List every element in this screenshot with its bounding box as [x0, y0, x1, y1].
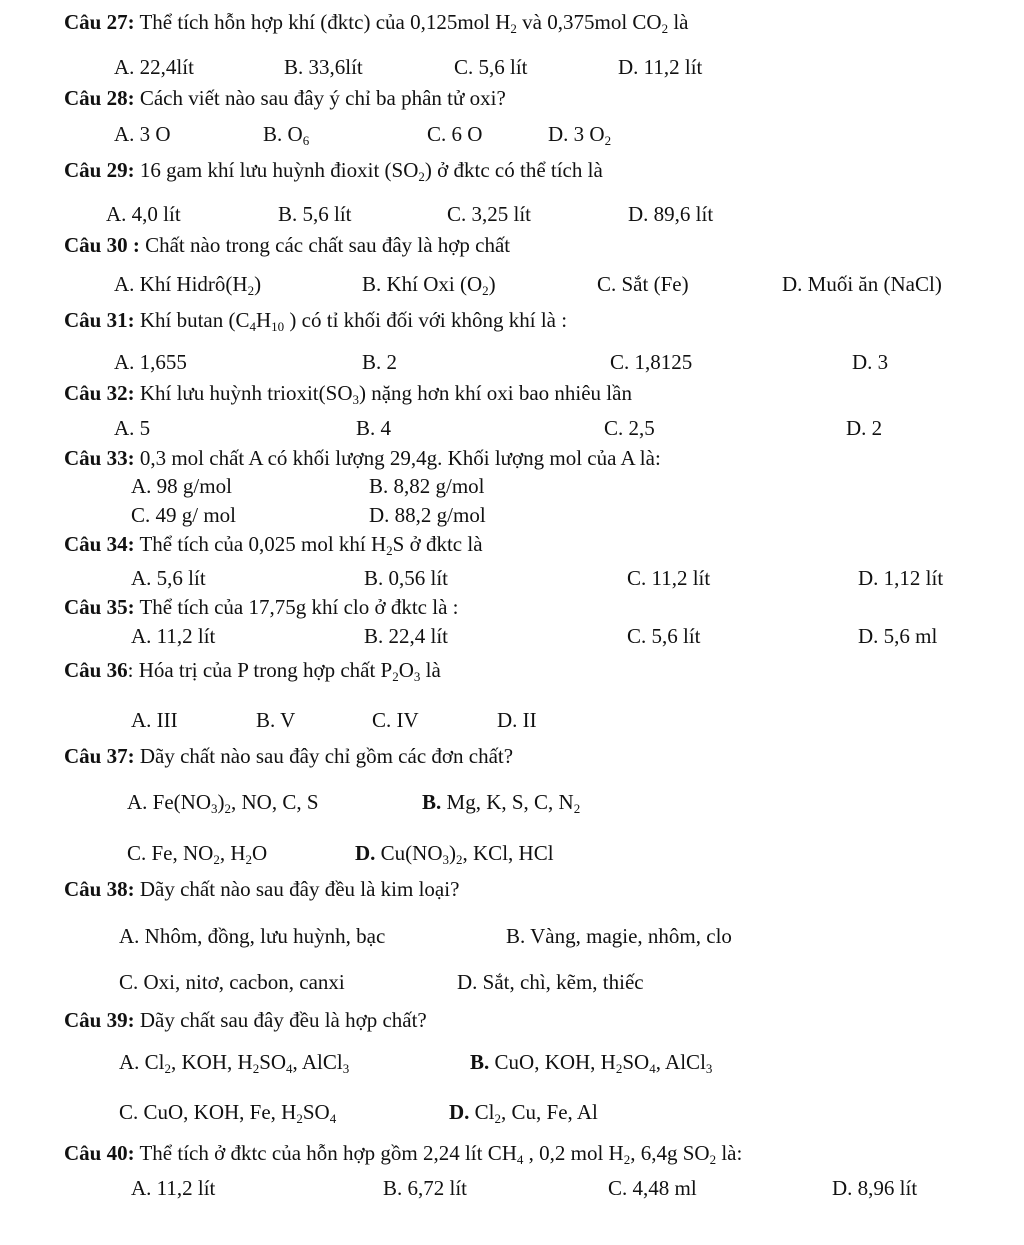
option-35-c[interactable]: C. 5,6 lít [627, 624, 701, 648]
option-34-b[interactable]: B. 0,56 lít [364, 566, 449, 590]
option-31-c[interactable]: C. 1,8125 [610, 350, 693, 374]
option-32-a[interactable]: A. 5 [114, 416, 151, 440]
option-38-c[interactable]: C. Oxi, nitơ, cacbon, canxi [119, 970, 345, 994]
option-29-d[interactable]: D. 89,6 lít [628, 202, 714, 226]
option-28-c[interactable]: C. 6 O [427, 122, 483, 146]
option-36-c[interactable]: C. IV [372, 708, 419, 732]
question-29: Câu 29: 16 gam khí lưu huỳnh đioxit $(SO_2)$ ở đktc có thể tích là [64, 158, 603, 184]
option-30-a[interactable]: A. Khí $Hidrô(H_2)$ [114, 272, 262, 298]
option-36-b[interactable]: B. V [256, 708, 296, 732]
option-40-c[interactable]: C. 4,48 ml [608, 1176, 697, 1200]
option-37-c[interactable]: C. Fe, $NO_2$, $H_2O$ [127, 841, 268, 867]
option-34-d[interactable]: D. 1,12 lít [858, 566, 944, 590]
option-27-d[interactable]: D. 11,2 lít [618, 55, 703, 79]
option-37-b[interactable]: B. Mg, K, S, C, $N_2$ [422, 790, 581, 816]
option-40-b[interactable]: B. 6,72 lít [383, 1176, 468, 1200]
option-33-b[interactable]: B. 8,82 g/mol [369, 474, 485, 498]
option-29-b[interactable]: B. 5,6 lít [278, 202, 352, 226]
option-30-b[interactable]: B. Khí Oxi $(O_2)$ [362, 272, 496, 298]
option-38-d[interactable]: D. Sắt, chì, kẽm, thiếc [457, 970, 644, 994]
question-31: Câu 31: Khí butan ($C_4H_{10}$ ) có tỉ khối đối với không khí là : [64, 308, 568, 334]
option-35-d[interactable]: D. 5,6 ml [858, 624, 938, 648]
option-30-d[interactable]: D. Muối ăn (NaCl) [782, 272, 942, 296]
option-32-d[interactable]: D. 2 [846, 416, 883, 440]
question-28: Câu 28: Cách viết nào sau đây ý chỉ ba phân tử oxi? [64, 86, 506, 110]
question-32: Câu 32: Khí lưu huỳnh $trioxit(SO_3)$ nặng hơn khí oxi bao nhiêu lần [64, 381, 632, 407]
option-37-a[interactable]: A. $Fe(NO_3)_2$, NO, C, S [127, 790, 319, 816]
question-30: Câu 30 : Chất nào trong các chất sau đây là hợp chất [64, 233, 511, 257]
question-38: Câu 38: Dãy chất nào sau đây đều là kim loại? [64, 877, 460, 901]
option-38-b[interactable]: B. Vàng, magie, nhôm, clo [506, 924, 732, 948]
option-38-a[interactable]: A. Nhôm, đồng, lưu huỳnh, bạc [119, 924, 386, 948]
option-31-d[interactable]: D. 3 [852, 350, 889, 374]
question-34: Câu 34: Thể tích của 0,025 mol khí $H_2S$ ở đktc là [64, 532, 483, 558]
option-28-b[interactable]: B. $O_6$ [263, 122, 310, 148]
option-27-a[interactable]: A. 22,4lít [114, 55, 194, 79]
option-35-a[interactable]: A. 11,2 lít [131, 624, 216, 648]
question-33: Câu 33: 0,3 mol chất A có khối lượng 29,4g. Khối lượng mol của A là: [64, 446, 661, 470]
option-27-c[interactable]: C. 5,6 lít [454, 55, 528, 79]
option-27-b[interactable]: B. 33,6lít [284, 55, 363, 79]
option-33-c[interactable]: C. 49 g/ mol [131, 503, 237, 527]
option-30-c[interactable]: C. Sắt (Fe) [597, 272, 689, 296]
option-36-d[interactable]: D. II [497, 708, 537, 732]
option-39-a[interactable]: A. $Cl_2$, KOH, $H_2SO_4$, AlCl$_3$ [119, 1050, 350, 1076]
option-39-c[interactable]: C. CuO, KOH, Fe, $H_2SO_4$ [119, 1100, 337, 1126]
option-32-c[interactable]: C. 2,5 [604, 416, 655, 440]
option-40-d[interactable]: D. 8,96 lít [832, 1176, 918, 1200]
option-31-b[interactable]: B. 2 [362, 350, 398, 374]
option-29-a[interactable]: A. 4,0 lít [106, 202, 181, 226]
option-39-b[interactable]: B. CuO, KOH, $H_2SO_4$, AlCl$_3$ [470, 1050, 713, 1076]
option-34-c[interactable]: C. 11,2 lít [627, 566, 711, 590]
question-27: Câu 27: Thể tích hỗn hợp khí (đktc) của 0,125mol $H_2$ và 0,375mol $CO_2$ là [64, 10, 689, 36]
option-29-c[interactable]: C. 3,25 lít [447, 202, 532, 226]
option-32-b[interactable]: B. 4 [356, 416, 392, 440]
option-35-b[interactable]: B. 22,4 lít [364, 624, 449, 648]
option-36-a[interactable]: A. III [131, 708, 178, 732]
option-40-a[interactable]: A. 11,2 lít [131, 1176, 216, 1200]
option-37-d[interactable]: D. $Cu(NO_3)_2$, KCl, HCl [355, 841, 554, 867]
option-39-d[interactable]: D. $Cl_2$, Cu, Fe, Al [449, 1100, 598, 1126]
question-36: Câu 36: Hóa trị của P trong hợp chất $P_2O_3$ là [64, 658, 441, 684]
question-40: Câu 40: Thể tích ở đktc của hỗn hợp gồm 2,24 lít $CH_4$ , 0,2 mol $H_2$, 6,4g $SO_2$ là: [64, 1141, 743, 1167]
option-31-a[interactable]: A. 1,655 [114, 350, 187, 374]
question-35: Câu 35: Thể tích của 17,75g khí clo ở đktc là : [64, 595, 459, 619]
option-28-a[interactable]: A. 3 O [114, 122, 171, 146]
option-33-d[interactable]: D. 88,2 g/mol [369, 503, 486, 527]
option-28-d[interactable]: D. 3 $O_2$ [548, 122, 612, 148]
question-37: Câu 37: Dãy chất nào sau đây chỉ gồm các đơn chất? [64, 744, 514, 768]
option-34-a[interactable]: A. 5,6 lít [131, 566, 206, 590]
option-33-a[interactable]: A. 98 g/mol [131, 474, 232, 498]
question-39: Câu 39: Dãy chất sau đây đều là hợp chất? [64, 1008, 427, 1032]
